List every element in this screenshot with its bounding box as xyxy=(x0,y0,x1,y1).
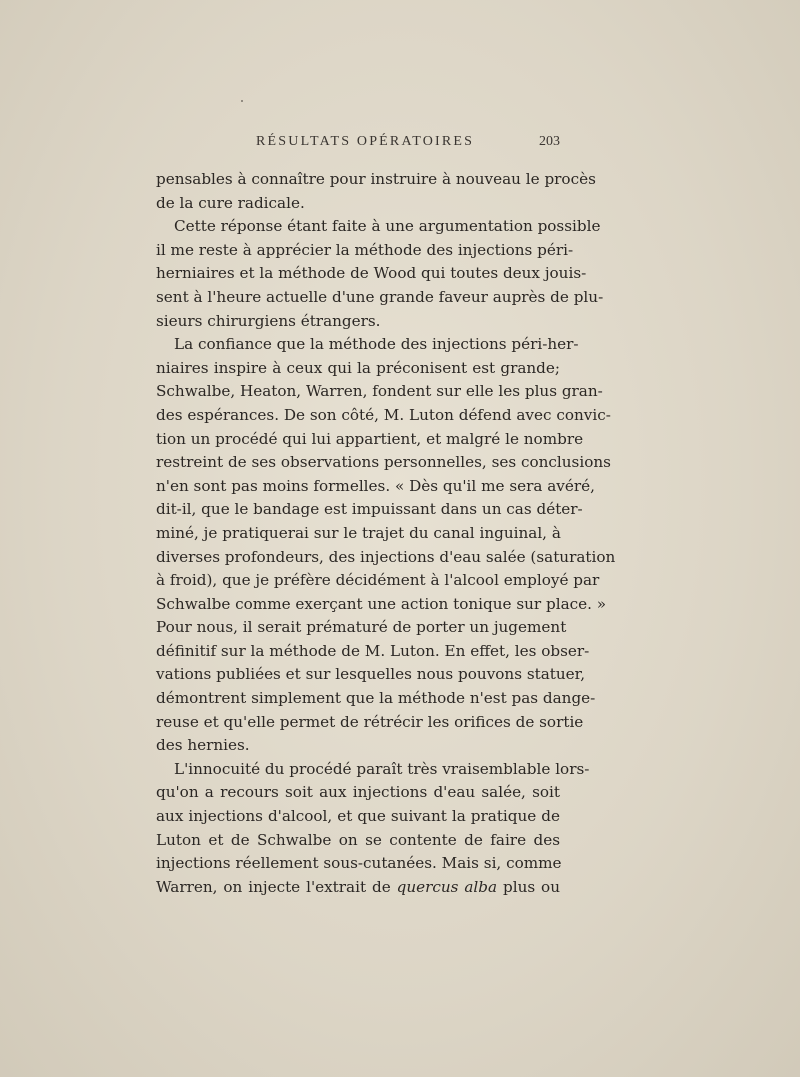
running-title: RÉSULTATS OPÉRATOIRES xyxy=(256,134,475,149)
ink-speck xyxy=(241,100,243,102)
text-line: aux injections d'alcool, et que suivant la pratique de xyxy=(156,807,560,826)
paragraph xyxy=(156,333,616,758)
text-line: Schwalbe comme exerçant une action tonique sur place. » xyxy=(156,594,607,613)
text-line: Luton et de Schwalbe on se contente de faire des xyxy=(156,830,560,849)
text-line: miné, je pratiquerai sur le trajet du canal inguinal, à xyxy=(156,523,561,542)
text-line: La confiance que la méthode des injections péri-her- xyxy=(174,335,579,354)
text-line: tion un procédé qui lui appartient, et malgré le nombre xyxy=(156,429,584,448)
paragraph xyxy=(156,215,604,333)
text-line: diverses profondeurs, des injections d'eau salée (saturation xyxy=(156,547,616,566)
text-line: restreint de ses observations personnelles, ses conclusions xyxy=(156,453,611,472)
text-line: vations publiées et sur lesquelles nous pouvons statuer, xyxy=(156,665,586,684)
italic-term: quercus alba xyxy=(396,877,498,896)
text-line: définitif sur la méthode de M. Luton. En effet, les obser- xyxy=(156,641,590,660)
text-line: dit-il, que le bandage est impuissant dans un cas déter- xyxy=(156,500,583,519)
text-line: des espérances. De son côté, M. Luton défend avec convic- xyxy=(156,405,611,424)
text-line: sieurs chirurgiens étrangers. xyxy=(156,311,381,330)
text-line: à froid), que je préfère décidément à l'alcool employé par xyxy=(156,571,600,590)
text-line xyxy=(156,876,560,900)
page-header xyxy=(256,134,560,154)
text-line: n'en sont pas moins formelles. « Dès qu'il me sera avéré, xyxy=(156,476,595,495)
text-line: Schwalbe, Heaton, Warren, fondent sur elle les plus gran- xyxy=(156,382,603,401)
text-fragment: plus ou xyxy=(497,877,560,896)
text-line: reuse et qu'elle permet de rétrécir les orifices de sortie xyxy=(156,712,584,731)
text-line: Cette réponse étant faite à une argumentation possible xyxy=(174,217,601,236)
text-line: des hernies. xyxy=(156,736,250,755)
paragraph xyxy=(156,168,596,215)
text-line: il me reste à apprécier la méthode des injections péri- xyxy=(156,240,574,259)
text-line: pensables à connaître pour instruire à nouveau le procès xyxy=(156,170,596,188)
text-line: de la cure radicale. xyxy=(156,193,305,212)
body-text xyxy=(156,168,616,899)
page-number: 203 xyxy=(539,134,560,149)
text-line: sent à l'heure actuelle d'une grande faveur auprès de plu- xyxy=(156,287,604,306)
text-line: L'innocuité du procédé paraît très vraisemblable lors- xyxy=(174,759,590,778)
text-line: herniaires et la méthode de Wood qui toutes deux jouis- xyxy=(156,264,587,283)
text-fragment: Warren, on injecte l'extrait de xyxy=(156,877,397,896)
paragraph xyxy=(156,758,590,900)
text-line: démontrent simplement que la méthode n'est pas dange- xyxy=(156,689,596,708)
text-line: qu'on a recours soit aux injections d'eau salée, soit xyxy=(156,783,560,802)
text-line: injections réellement sous-cutanées. Mais si, comme xyxy=(156,854,562,873)
text-line: Pour nous, il serait prématuré de porter un jugement xyxy=(156,618,567,637)
text-line: niaires inspire à ceux qui la préconisent est grande; xyxy=(156,358,560,377)
